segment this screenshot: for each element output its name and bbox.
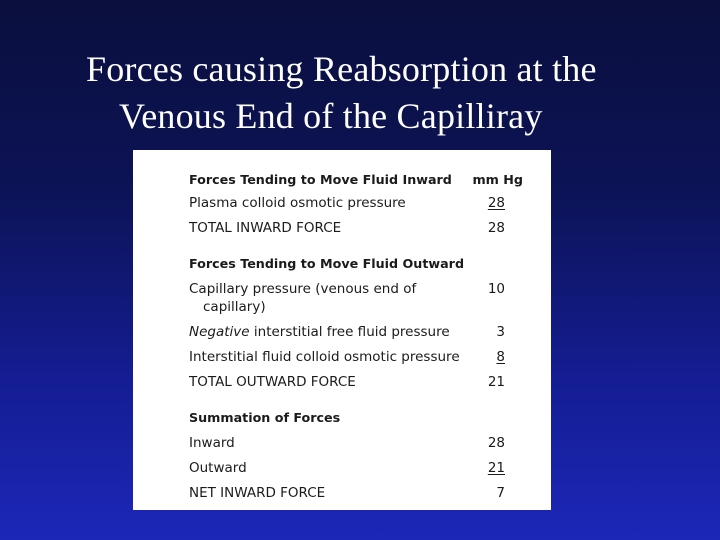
- forces-table: [133, 150, 551, 510]
- table-row: [133, 279, 551, 299]
- row-value: 21: [487, 460, 505, 476]
- table-row: [133, 347, 551, 367]
- summation-header-row: [133, 408, 551, 428]
- row-label: NET INWARD FORCE: [189, 485, 326, 501]
- slide-title-line-2: Venous End of the Capilliray: [119, 96, 543, 136]
- inward-header-row: [133, 170, 551, 190]
- row-value: 8: [496, 349, 505, 365]
- row-label: Interstitial fluid colloid osmotic pressure: [189, 349, 460, 365]
- row-label-italic: Negative: [189, 324, 250, 340]
- row-value: 10: [487, 281, 505, 297]
- table-row: [133, 218, 551, 238]
- table-row: [133, 322, 551, 342]
- table-row: [133, 372, 551, 392]
- summation-section-header: Summation of Forces: [189, 410, 341, 425]
- row-label: TOTAL OUTWARD FORCE: [189, 374, 356, 390]
- row-label-rest: interstitial free fluid pressure: [249, 324, 450, 340]
- row-label: Inward: [189, 435, 235, 451]
- unit-column-header: mm Hg: [472, 172, 523, 187]
- row-label: Plasma colloid osmotic pressure: [189, 195, 406, 211]
- row-value: 28: [487, 195, 505, 211]
- table-row-continuation: [133, 297, 551, 317]
- table-row: [133, 458, 551, 478]
- row-value: 3: [496, 324, 505, 340]
- row-value: 21: [487, 374, 505, 390]
- table-row: [133, 193, 551, 213]
- row-label: Capillary pressure (venous end of: [189, 281, 417, 297]
- slide-title: [0, 46, 720, 140]
- row-label-continuation: capillary): [203, 299, 266, 315]
- table-row: [133, 433, 551, 453]
- slide-title-line-1: Forces causing Reabsorption at the: [86, 49, 597, 89]
- inward-section-header: Forces Tending to Move Fluid Inward: [189, 172, 452, 187]
- table-row: [133, 483, 551, 503]
- row-value: 28: [487, 435, 505, 451]
- row-label: [189, 322, 450, 342]
- outward-header-row: [133, 254, 551, 274]
- row-value: 28: [487, 220, 505, 236]
- row-label: Outward: [189, 460, 247, 476]
- row-label: TOTAL INWARD FORCE: [189, 220, 342, 236]
- row-value: 7: [496, 485, 505, 501]
- outward-section-header: Forces Tending to Move Fluid Outward: [189, 256, 465, 271]
